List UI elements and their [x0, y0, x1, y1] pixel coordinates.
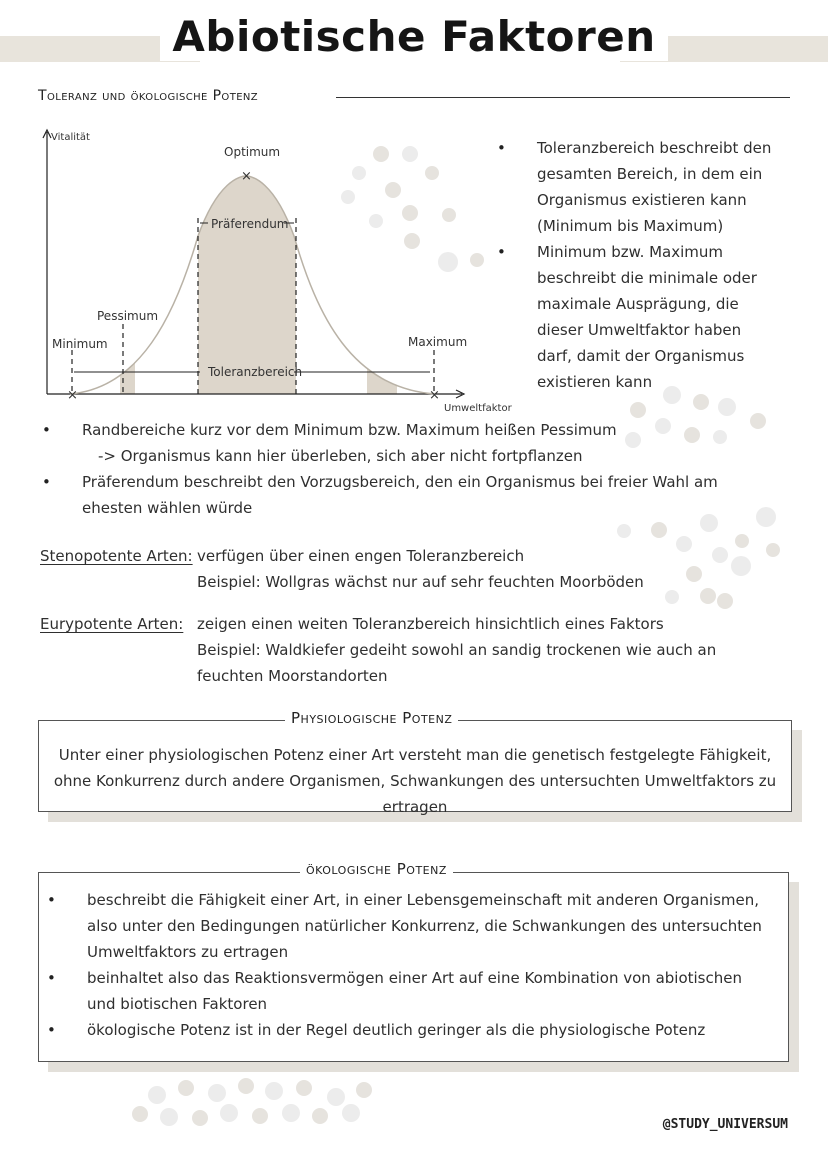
- def-stenopotent-example: Beispiel: Wollgras wächst nur auf sehr feuchten Moorböden: [197, 573, 644, 591]
- label-preferendum: Präferendum: [211, 217, 289, 231]
- maximum-marker: ×: [429, 388, 440, 403]
- oeko-bullet-1: • beschreibt die Fähigkeit einer Art, in einer Lebensgemeinschaft mit anderen Organismen, also unter den Bedingungen natürlicher Konkurrenz, die Schwankungen des untersuchten Umweltfaktors zu ertragen: [87, 887, 767, 965]
- def-stenopotent: [197, 543, 777, 595]
- label-minimum: Minimum: [52, 337, 108, 351]
- term-eurypotent: Eurypotente Arten:: [40, 615, 184, 633]
- physio-title: Physiologische Potenz: [285, 709, 458, 727]
- label-maximum: Maximum: [408, 335, 468, 349]
- bullet-minimum-maximum: • Minimum bzw. Maximum beschreibt die minimale oder maximale Ausprägung, die dieser Umweltfaktor haben darf, damit der Organismus existieren kann: [537, 239, 777, 395]
- label-pessimum: Pessimum: [97, 309, 159, 323]
- bullet-pessimum: [82, 417, 782, 469]
- oeko-bullet-2: • beinhaltet also das Reaktionsvermögen einer Art auf eine Kombination von abiotischen und biotischen Faktoren: [87, 965, 767, 1017]
- label-optimum: Optimum: [224, 145, 281, 159]
- y-axis-label: Vitalität: [51, 132, 90, 143]
- preferendum-area: [198, 166, 296, 394]
- bullet-pessimum-text: Randbereiche kurz vor dem Minimum bzw. Maximum heißen Pessimum: [82, 421, 617, 439]
- oeko-bullet-3: • ökologische Potenz ist in der Regel deutlich geringer als die physiologische Potenz: [87, 1017, 767, 1043]
- author-handle: @STUDY_UNIVERSUM: [662, 1117, 788, 1132]
- oeko-bullets: [87, 887, 767, 1043]
- bullet-toleranzbereich: • Toleranzbereich beschreibt den gesamten Bereich, in dem ein Organismus existieren kann (Minimum bis Maximum): [537, 135, 777, 239]
- bullet-praeferendum: • Präferendum beschreibt den Vorzugsbereich, den ein Organismus bei freier Wahl am ehesten wählen würde: [82, 469, 782, 521]
- term-stenopotent: Stenopotente Arten:: [40, 547, 193, 565]
- section-heading: Toleranz und ökologische Potenz: [38, 88, 259, 104]
- optimum-marker: ×: [241, 169, 252, 184]
- def-eurypotent-text: zeigen einen weiten Toleranzbereich hinsichtlich eines Faktors: [197, 615, 664, 633]
- minimum-marker: ×: [67, 388, 78, 403]
- mid-bullets: [82, 417, 782, 521]
- tolerance-chart: [30, 126, 520, 420]
- oeko-title: ökologische Potenz: [300, 860, 453, 878]
- physio-text: Unter einer physiologischen Potenz einer Art versteht man die genetisch festgelegte Fähigkeit, ohne Konkurrenz durch andere Organismen, Schwankungen des untersuchten Umweltfaktors zu ertragen: [53, 746, 777, 816]
- pessimum-area-left: [120, 326, 135, 394]
- bullet-pessimum-note: -> Organismus kann hier überleben, sich aber nicht fortpflanzen: [98, 447, 583, 465]
- page-title: Abiotische Faktoren: [0, 12, 828, 61]
- label-toleranzbereich: Toleranzbereich: [208, 365, 303, 379]
- right-bullets: [537, 135, 777, 395]
- def-stenopotent-text: verfügen über einen engen Toleranzbereich: [197, 547, 525, 565]
- def-eurypotent: [197, 611, 777, 689]
- x-axis-label: Umweltfaktor: [444, 403, 512, 414]
- def-eurypotent-example: Beispiel: Waldkiefer gedeiht sowohl an sandig trockenen wie auch an feuchten Moorstandorten: [197, 641, 717, 685]
- heading-rule: [336, 97, 790, 98]
